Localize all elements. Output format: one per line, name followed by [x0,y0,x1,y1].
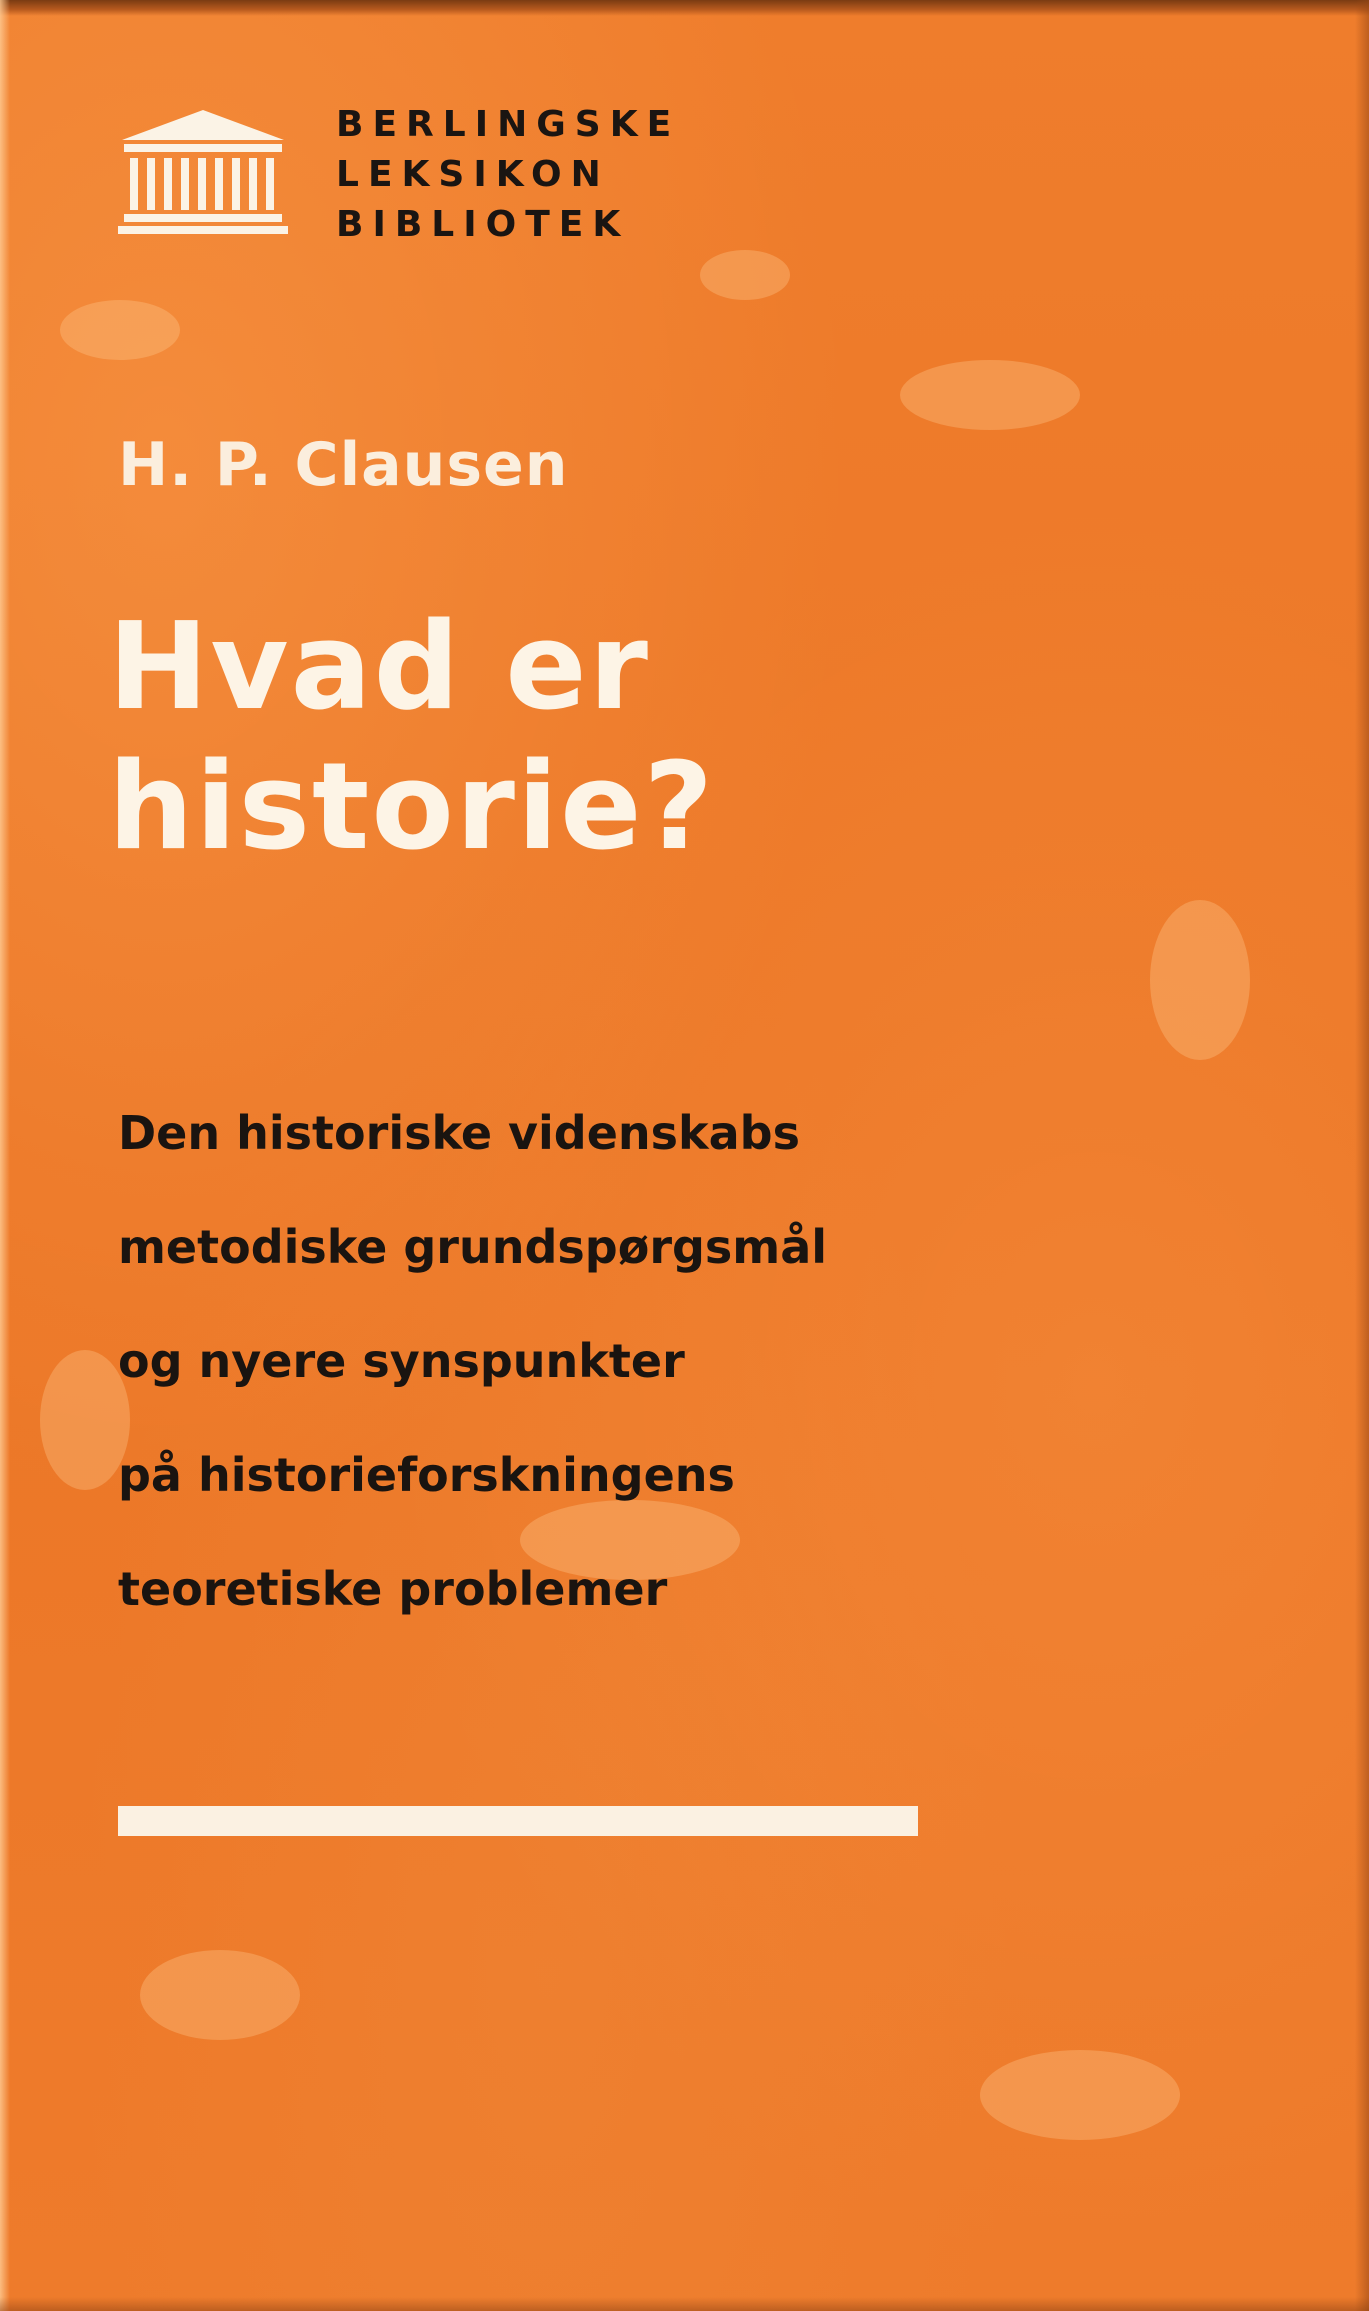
decorative-rule [118,1806,918,1836]
title-line: historie? [108,738,716,877]
texture-speckle [1150,900,1250,1060]
book-subtitle [118,1076,827,1646]
texture-speckle [700,250,790,300]
cover-right-edge [1355,0,1369,2311]
subtitle-line: Den historiske videnskabs [118,1106,800,1160]
cover-bottom-edge [0,2297,1369,2311]
cover-left-edge [0,0,10,2311]
publisher-line: BERLINGSKE [336,104,681,145]
publisher-series-name [336,100,680,250]
subtitle-line: på historieforskningens [118,1448,735,1502]
texture-speckle [980,2050,1180,2140]
publisher-line: BIBLIOTEK [336,204,630,245]
subtitle-line: og nyere synspunkter [118,1334,685,1388]
cover-top-edge [0,0,1369,16]
title-line: Hvad er [108,598,650,737]
texture-speckle [40,1350,130,1490]
subtitle-line: teoretiske problemer [118,1562,668,1616]
author-name: H. P. Clausen [118,430,569,500]
book-title [108,598,715,878]
temple-columns-icon [118,106,288,236]
texture-speckle [900,360,1080,430]
texture-speckle [140,1950,300,2040]
subtitle-line: metodiske grundspørgsmål [118,1220,828,1274]
publisher-line: LEKSIKON [336,154,610,195]
texture-speckle [60,300,180,360]
